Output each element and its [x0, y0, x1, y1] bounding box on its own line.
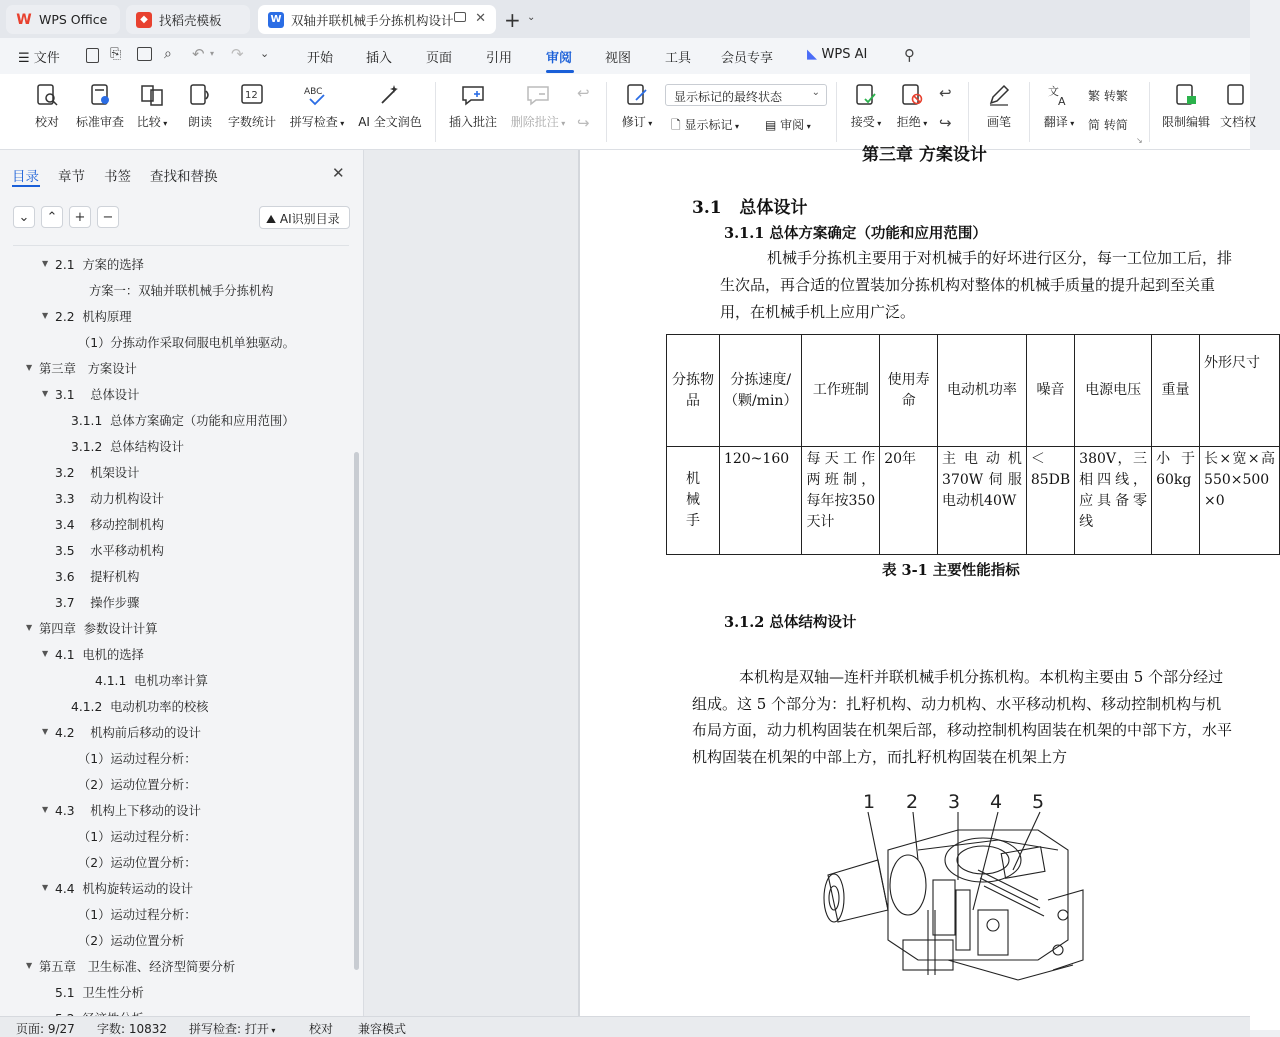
- show-markup-label: 显示标记: [684, 118, 733, 132]
- toc-item[interactable]: 3.4 移动控制机构: [55, 518, 164, 532]
- print-icon[interactable]: [137, 47, 152, 61]
- ribbon-separator: [968, 82, 969, 142]
- table-header-cell: 分拣速度/（颗/min）: [719, 335, 801, 447]
- spell-check-status-label: 拼写检查: 打开: [189, 1022, 269, 1036]
- chevron-down-icon: ⌄: [18, 209, 30, 225]
- performance-table: [666, 334, 1280, 555]
- new-tab-plus-icon[interactable]: +: [504, 8, 521, 32]
- toc-item[interactable]: 3.1 总体设计: [55, 388, 140, 402]
- accept-dropdown-icon: ▾: [874, 119, 882, 128]
- table-cell: 380V，三相四线，应具备零线: [1075, 447, 1152, 555]
- chevron-down-icon: ▾: [268, 1026, 276, 1035]
- toc-item[interactable]: （1）运动过程分析：: [78, 830, 197, 844]
- document-rights-button[interactable]: [1220, 82, 1257, 130]
- ribbon-separator: [1149, 82, 1150, 142]
- translate-label: 翻译: [1043, 115, 1068, 129]
- expand-triangle-icon[interactable]: ▼: [42, 389, 49, 398]
- toc-item[interactable]: 5.1 卫生性分析: [55, 986, 144, 1000]
- toc-item[interactable]: 3.2 机架设计: [55, 466, 140, 480]
- toc-item[interactable]: 第四章 参数设计计算: [39, 622, 158, 636]
- paragraph-line: 组成。这 5 个部分为：扎籽机构、动力机构、水平移动机构、移动控制机构与机: [692, 695, 1222, 713]
- markup-mode-value: 显示标记的最终状态: [674, 90, 783, 104]
- table-header-cell: 电源电压: [1075, 335, 1152, 447]
- tab-current-document[interactable]: [258, 5, 496, 34]
- translate-icon: [1046, 82, 1072, 108]
- figure-label: 5: [1032, 791, 1045, 813]
- paragraph-line: 用，在机械手机上应用广泛。: [720, 303, 916, 321]
- table-cell: 机械手: [667, 447, 720, 555]
- to-simplified-label: 转简: [1103, 118, 1128, 132]
- read-aloud-icon: [187, 82, 213, 108]
- to-traditional-button[interactable]: [1088, 87, 1128, 104]
- reject-label: 拒绝: [896, 115, 921, 129]
- proofread-label: 校对: [34, 115, 59, 129]
- table-header-row: [667, 335, 1280, 447]
- toc-item[interactable]: 第五章 卫生标准、经济型简要分析: [39, 960, 236, 974]
- mechanism-figure: [808, 790, 1098, 990]
- expand-triangle-icon[interactable]: ▼: [42, 727, 49, 736]
- divider: [13, 245, 349, 246]
- expand-triangle-icon[interactable]: ▼: [42, 259, 49, 268]
- read-aloud-button[interactable]: [186, 82, 214, 130]
- spell-check-icon: [304, 82, 330, 108]
- table-cell: 每天工作两班制，每年按350天计: [802, 447, 880, 555]
- track-changes-button[interactable]: [619, 82, 655, 130]
- export-icon[interactable]: ⎘: [110, 46, 122, 62]
- toc-item[interactable]: （2）运动位置分析：: [78, 856, 197, 870]
- table-row: [667, 447, 1280, 555]
- next-change-icon[interactable]: ↪: [939, 114, 952, 132]
- svg-text:12: 12: [245, 90, 258, 101]
- word-count-icon: [239, 82, 265, 108]
- ai-polish-button[interactable]: [357, 82, 423, 130]
- compare-icon: [139, 82, 165, 108]
- insert-comment-icon: [460, 82, 486, 108]
- ai-toc-icon: ⛰: [266, 212, 280, 226]
- paragraph-line: 布局方面，动力机构固装在机架后部，移动控制机构固装在机架的中部下方，水平: [692, 721, 1233, 739]
- accept-icon: [853, 82, 879, 108]
- remove-heading-button[interactable]: [97, 206, 119, 228]
- wps-ai-icon: ◣: [807, 47, 822, 62]
- delete-comment-icon: [525, 82, 551, 108]
- menu-bar: [0, 38, 1250, 74]
- page-indicator[interactable]: 页面: 9/27: [16, 1022, 75, 1036]
- figure-label: 2: [906, 791, 919, 813]
- nav-tab-chapters[interactable]: 章节: [58, 169, 85, 185]
- toc-item[interactable]: 3.6 提籽机构: [55, 570, 140, 584]
- accept-button[interactable]: [847, 82, 885, 130]
- standard-review-icon: [87, 82, 113, 108]
- review-pane-button[interactable]: [765, 116, 811, 133]
- close-pane-icon[interactable]: ✕: [332, 164, 345, 182]
- restrict-editing-icon: [1173, 82, 1199, 108]
- to-traditional-label: 转繁: [1103, 89, 1128, 103]
- compare-dropdown-icon: ▾: [160, 119, 168, 128]
- table-cell: ＜85DB: [1026, 447, 1074, 555]
- restrict-editing-label: 限制编辑: [1161, 115, 1210, 129]
- translate-dropdown-icon: ▾: [1067, 119, 1075, 128]
- undo-dropdown-icon[interactable]: ▾: [210, 49, 215, 58]
- heading-3-1-2: 3.1.2 总体结构设计: [724, 614, 857, 631]
- translate-button[interactable]: [1040, 82, 1078, 130]
- chevron-up-icon: ⌃: [46, 209, 58, 225]
- print-preview-icon[interactable]: ⌕: [164, 46, 172, 62]
- toc-item[interactable]: 4.1.1 电机功率计算: [95, 674, 208, 688]
- table-cell: 小于60kg: [1152, 447, 1200, 555]
- prev-change-icon[interactable]: ↩: [939, 84, 952, 102]
- heading-3-1: 3.1 总体设计: [692, 198, 808, 218]
- show-markup-dropdown-icon: ▾: [732, 122, 740, 131]
- show-markup-button[interactable]: [671, 116, 739, 137]
- insert-comment-label: 插入批注: [448, 115, 497, 129]
- chevron-down-icon: ⌄: [811, 87, 820, 98]
- delete-comment-button[interactable]: [509, 82, 567, 130]
- heading-3-1-1: 3.1.1 总体方案确定（功能和应用范围）: [724, 225, 987, 242]
- table-header-cell: 工作班制: [802, 335, 880, 447]
- nav-tab-bookmarks[interactable]: 书签: [104, 169, 131, 185]
- navigation-pane: [0, 150, 364, 1016]
- paragraph-line: 机械手分拣机主要用于对机械手的好坏进行区分，每一工位加工后，排: [767, 249, 1233, 267]
- menu-wps-ai[interactable]: [807, 47, 867, 62]
- hamburger-icon: ☰: [18, 51, 34, 66]
- standard-review-label: 标准审查: [75, 115, 124, 129]
- title-tab-bar: [0, 0, 1250, 38]
- redo-icon[interactable]: ↷: [231, 45, 244, 63]
- svg-text:文: 文: [1048, 85, 1059, 98]
- toc-item[interactable]: 4.1.2 电动机功率的校核: [71, 700, 209, 714]
- tab-wps-office[interactable]: [6, 5, 120, 34]
- figure-label: 1: [863, 791, 876, 813]
- prev-comment-icon[interactable]: ↩: [577, 84, 590, 102]
- toc-item[interactable]: （1）运动过程分析：: [78, 908, 197, 922]
- table-header-cell: 重量: [1152, 335, 1200, 447]
- menu-view[interactable]: 视图: [605, 51, 632, 66]
- menu-file[interactable]: [18, 47, 60, 66]
- proofread-button[interactable]: [30, 82, 64, 130]
- markup-mode-select[interactable]: [665, 84, 827, 106]
- restrict-editing-button[interactable]: [1160, 82, 1212, 130]
- spell-check-label: 拼写检查: [289, 115, 338, 129]
- tab-list-chevron-icon[interactable]: ⌄: [527, 12, 536, 23]
- reject-dropdown-icon: ▾: [920, 119, 928, 128]
- document-area: [364, 145, 1275, 1016]
- ai-toc-label: AI识别目录: [279, 212, 340, 226]
- tab-label: WPS Office: [39, 12, 108, 27]
- minus-icon: −: [102, 209, 114, 225]
- svg-text:A: A: [1058, 95, 1066, 108]
- table-cell: 20年: [880, 447, 938, 555]
- plus-icon: +: [74, 209, 86, 225]
- table-header-cell: 电动机功率: [938, 335, 1027, 447]
- toc-item[interactable]: 2.2 机构原理: [55, 310, 132, 324]
- menu-insert[interactable]: 插入: [366, 51, 393, 66]
- toc-item[interactable]: 3.5 水平移动机构: [55, 544, 164, 558]
- monitor-icon[interactable]: [454, 12, 466, 22]
- status-bar: [0, 1016, 1250, 1037]
- delete-comment-dropdown-icon: ▾: [558, 119, 566, 128]
- tab-docer-templates[interactable]: [126, 5, 250, 34]
- show-markup-icon: 🗋: [671, 118, 685, 132]
- pen-button[interactable]: [983, 82, 1015, 130]
- toc-item[interactable]: （1）分拣动作采取伺服电机单独驱动。: [78, 336, 295, 350]
- toc-item[interactable]: （1）运动过程分析：: [78, 752, 197, 766]
- table-caption: 表 3-1 主要性能指标: [882, 562, 1020, 579]
- nav-tab-toc[interactable]: 目录: [12, 169, 39, 185]
- paragraph-line: 机构固装在机架的中部上方，而扎籽机构固装在机架上方: [692, 748, 1068, 766]
- delete-comment-label: 删除批注: [510, 115, 559, 129]
- compare-label: 比较: [136, 115, 161, 129]
- track-dropdown-icon: ▾: [645, 119, 653, 128]
- toc-item[interactable]: 2.1 方案的选择: [55, 258, 144, 272]
- figure-label: 3: [948, 791, 961, 813]
- ribbon-separator: [606, 82, 607, 142]
- table-cell: 主电动机370W伺服电动机40W: [938, 447, 1027, 555]
- simplified-icon: 简: [1088, 118, 1101, 132]
- toc-item[interactable]: 4.3 机构上下移动的设计: [55, 804, 201, 818]
- spell-check-status[interactable]: [189, 1020, 275, 1037]
- wps-ai-label: WPS AI: [821, 47, 868, 62]
- review-ribbon: [0, 74, 1257, 150]
- toc-scrollbar[interactable]: [354, 452, 359, 970]
- ai-recognize-toc-button[interactable]: [259, 206, 350, 229]
- toc-item[interactable]: 4.1 电机的选择: [55, 648, 144, 662]
- expand-triangle-icon[interactable]: ▼: [26, 363, 33, 372]
- nav-tab-underline: [12, 185, 40, 187]
- document-rights-icon: [1224, 82, 1250, 108]
- figure-label: 4: [990, 791, 1003, 813]
- wps-logo-icon: W: [16, 11, 32, 28]
- document-rights-label: 文档权: [1220, 115, 1257, 129]
- table-header-cell: 噪音: [1026, 335, 1074, 447]
- table-cell: 长×宽×高550×500×0: [1200, 447, 1280, 555]
- close-icon[interactable]: ✕: [475, 11, 486, 26]
- collapse-down-button[interactable]: [13, 206, 35, 228]
- track-changes-icon: [624, 82, 650, 108]
- toc-item[interactable]: 4.4 机构旋转运动的设计: [55, 882, 194, 896]
- toc-item[interactable]: 3.1.1 总体方案确定（功能和应用范围）: [71, 414, 295, 428]
- pen-icon: [986, 82, 1012, 108]
- expand-triangle-icon[interactable]: ▼: [42, 883, 49, 892]
- menu-home[interactable]: 开始: [307, 51, 334, 66]
- collapse-up-button[interactable]: [41, 206, 63, 228]
- expand-triangle-icon[interactable]: ▼: [26, 961, 33, 970]
- undo-icon[interactable]: ↶: [192, 45, 205, 63]
- next-comment-icon[interactable]: ↪: [577, 114, 590, 132]
- menu-membership[interactable]: 会员专享: [721, 51, 774, 66]
- menu-references[interactable]: 引用: [486, 51, 513, 66]
- word-count-indicator[interactable]: 字数: 10832: [97, 1022, 168, 1036]
- track-changes-label: 修订: [621, 115, 646, 129]
- tab-label: 找稻壳模板: [159, 12, 222, 28]
- to-simplified-button[interactable]: [1088, 116, 1128, 133]
- traditional-icon: 繁: [1088, 89, 1101, 103]
- expand-triangle-icon[interactable]: ▼: [42, 311, 49, 320]
- expand-triangle-icon[interactable]: ▼: [42, 649, 49, 658]
- toc-item[interactable]: 3.7 操作步骤: [55, 596, 140, 610]
- ribbon-separator: [1029, 82, 1030, 142]
- chapter-title: 第三章 方案设计: [862, 145, 987, 165]
- toc-item[interactable]: 方案一：双轴并联机械手分拣机构: [89, 284, 274, 298]
- table-cell: 120~160: [719, 447, 801, 555]
- toc-item[interactable]: 3.3 动力机构设计: [55, 492, 164, 506]
- tab-label: 双轴并联机械手分拣机构设计: [291, 12, 454, 28]
- menu-page[interactable]: 页面: [426, 51, 453, 66]
- toc-item[interactable]: 第三章 方案设计: [39, 362, 137, 376]
- docer-icon: ◆: [136, 12, 152, 28]
- document-page[interactable]: [580, 145, 1280, 1030]
- svg-text:ABC: ABC: [304, 87, 323, 97]
- review-pane-dropdown-icon: ▾: [804, 122, 811, 131]
- search-icon[interactable]: ⚲: [904, 46, 915, 64]
- ribbon-separator: [435, 82, 436, 142]
- insert-comment-button[interactable]: [448, 82, 498, 130]
- toc-item[interactable]: 4.2 机构前后移动的设计: [55, 726, 201, 740]
- review-pane-icon: ▤: [765, 118, 781, 132]
- paragraph-line: 生次品，再合适的位置装加分拣机构对整体的机械手质量的提升起到至关重: [720, 276, 1216, 294]
- ribbon-separator: [836, 82, 837, 142]
- accept-label: 接受: [850, 115, 875, 129]
- compat-mode-status: 兼容模式: [358, 1022, 407, 1036]
- menu-file-label: 文件: [33, 51, 60, 66]
- proofread-icon: [34, 82, 60, 108]
- table-header-cell: 分拣物品: [667, 335, 720, 447]
- word-doc-icon: W: [268, 12, 284, 28]
- active-menu-underline: [546, 70, 574, 73]
- paragraph-line: 本机构是双轴—连杆并联机械手机分拣机构。本机构主要由 5 个部分经过: [739, 668, 1224, 686]
- add-heading-button[interactable]: [69, 206, 91, 228]
- word-count-label: 字数统计: [227, 115, 276, 129]
- table-header-cell: 使用寿命: [880, 335, 938, 447]
- review-pane-label: 审阅: [780, 118, 805, 132]
- menu-tools[interactable]: 工具: [665, 51, 692, 66]
- ai-polish-icon: [377, 82, 403, 108]
- word-count-button[interactable]: [227, 82, 277, 130]
- standard-review-button[interactable]: [75, 82, 125, 130]
- table-header-cell: 外形尺寸: [1200, 335, 1280, 447]
- toc-item[interactable]: （2）运动位置分析：: [78, 778, 197, 792]
- menu-review[interactable]: 审阅: [546, 51, 573, 66]
- ai-polish-label: AI 全文润色: [358, 115, 422, 129]
- quick-access-chevron-icon[interactable]: ⌄: [260, 47, 270, 60]
- spell-dropdown-icon: ▾: [337, 119, 345, 128]
- nav-tab-find-replace[interactable]: 查找和替换: [150, 169, 218, 185]
- expand-triangle-icon[interactable]: ▼: [26, 623, 33, 632]
- compare-button[interactable]: [135, 82, 169, 130]
- read-aloud-label: 朗读: [187, 115, 212, 129]
- save-icon[interactable]: [86, 48, 99, 63]
- dialog-launcher-icon[interactable]: ↘: [1136, 136, 1143, 145]
- reject-button[interactable]: [893, 82, 931, 130]
- proofread-status[interactable]: 校对: [309, 1022, 334, 1036]
- reject-icon: [899, 82, 925, 108]
- pen-label: 画笔: [986, 115, 1011, 129]
- toc-item[interactable]: （2）运动位置分析: [78, 934, 185, 948]
- expand-triangle-icon[interactable]: ▼: [42, 805, 49, 814]
- toc-item[interactable]: 3.1.2 总体结构设计: [71, 440, 184, 454]
- toc-list: [0, 250, 350, 1016]
- spell-check-button[interactable]: [288, 82, 346, 130]
